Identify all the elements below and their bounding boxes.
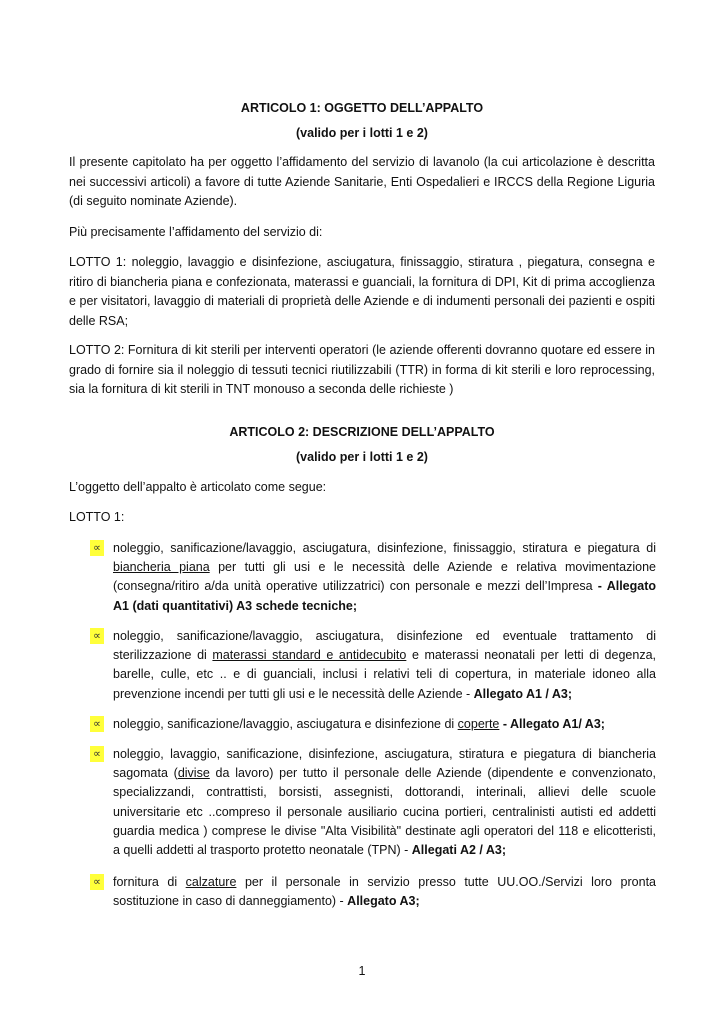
bullet-marker-icon: ∝ [90, 628, 104, 644]
article-1-subtitle: (valido per i lotti 1 e 2) [296, 126, 428, 140]
article-2-title: ARTICOLO 2: DESCRIZIONE DELL’APPALTO [229, 425, 495, 439]
bullet-marker-icon: ∝ [90, 716, 104, 732]
list-item-text: noleggio, sanificazione/lavaggio, asciugatura e disinfezione di coperte - Allegato A1/ A3; [113, 717, 605, 731]
article-2-intro: L’oggetto dell’appalto è articolato come segue: [69, 480, 327, 494]
bullet-marker-icon: ∝ [90, 874, 104, 890]
list-item [90, 745, 656, 860]
article-2-subtitle: (valido per i lotti 1 e 2) [296, 450, 428, 464]
article-1-precisamente: Più precisamente l’affidamento del servizio di: [69, 225, 323, 239]
list-item [90, 627, 656, 704]
list-item [90, 873, 656, 911]
list-item-text: fornitura di calzature per il personale in servizio presso tutte UU.OO./Servizi loro pronta sostituzione in caso di danneggiamento) - Allegato A3; [113, 875, 656, 909]
bullet-marker-icon: ∝ [90, 540, 104, 556]
article-1-intro: Il presente capitolato ha per oggetto l’affidamento del servizio di lavanolo (la cui articolazione è descritta nei successivi articoli) a favore di tutte Aziende Sanitarie, Enti Ospedalieri e IRCCS della Regione Liguria (di seguito nominate Aziende). [69, 155, 655, 209]
lotto-1-paragraph: LOTTO 1: noleggio, lavaggio e disinfezione, asciugatura, finissaggio, stiratura , piegatura, consegna e ritiro di biancheria piana e confezionata, materassi e guanciali, la fornitura di DPI, Kit di prima accoglienza e per visitatori, lavaggio di materiali di proprietà delle Aziende e di indumenti personali dei pazienti e ospiti delle RSA; [69, 255, 655, 328]
list-item-text: noleggio, sanificazione/lavaggio, asciugatura, disinfezione, finissaggio, stiratura e piegatura di biancheria piana per tutti gli usi e le necessità delle Aziende e relativa movimentazione (consegna/ritiro a/da unità operative utilizzatrici) con personale e mezzi dell’Impresa - Allegato A1 (dati quantitativi) A3 schede tecniche; [113, 541, 656, 613]
bullet-marker-icon: ∝ [90, 746, 104, 762]
page-number: 1 [358, 964, 366, 978]
list-item-text: noleggio, lavaggio, sanificazione, disinfezione, asciugatura, stiratura e piegatura di biancheria sagomata (divise da lavoro) per tutto il personale delle Aziende (dipendente e convenzionato, specializzandi, contrattisti, borsisti, assegnisti, dottorandi, interinali, allievi delle scuole universitarie etc ..compreso il personale ausiliario cucina portieri, centralinisti autisti ed addetti guardia medica ) comprese le divise "Alta Visibilità" destinate agli operatori del 118 e elicotteristi, a quelli addetti al trasporto protetto neonatale (TPN) - Allegati A2 / A3; [113, 747, 656, 858]
lotto-2-paragraph: LOTTO 2: Fornitura di kit sterili per interventi operatori (le aziende offerenti dovranno quotare ed essere in grado di fornire sia il noleggio di tessuti tecnici riutilizzabili (TTR) in forma di kit sterili e loro reprocessing, sia la fornitura di kit sterili in TNT monouso a seconda delle richieste ) [69, 343, 655, 397]
article-1-title: ARTICOLO 1: OGGETTO DELL’APPALTO [240, 101, 484, 115]
list-item [90, 539, 656, 616]
list-item [90, 715, 656, 734]
lotto-1-label: LOTTO 1: [69, 510, 125, 524]
list-item-text: noleggio, sanificazione/lavaggio, asciugatura, disinfezione ed eventuale trattamento di sterilizzazione di materassi standard e antidecubito e materassi neonatali per letti di degenza, barelle, culle, etc .. e di guanciali, inclusi i relativi teli di copertura, in materiale idoneo alla prevenzione incendi per tutti gli usi e le necessità delle Aziende - Allegato A1 / A3; [113, 629, 656, 701]
